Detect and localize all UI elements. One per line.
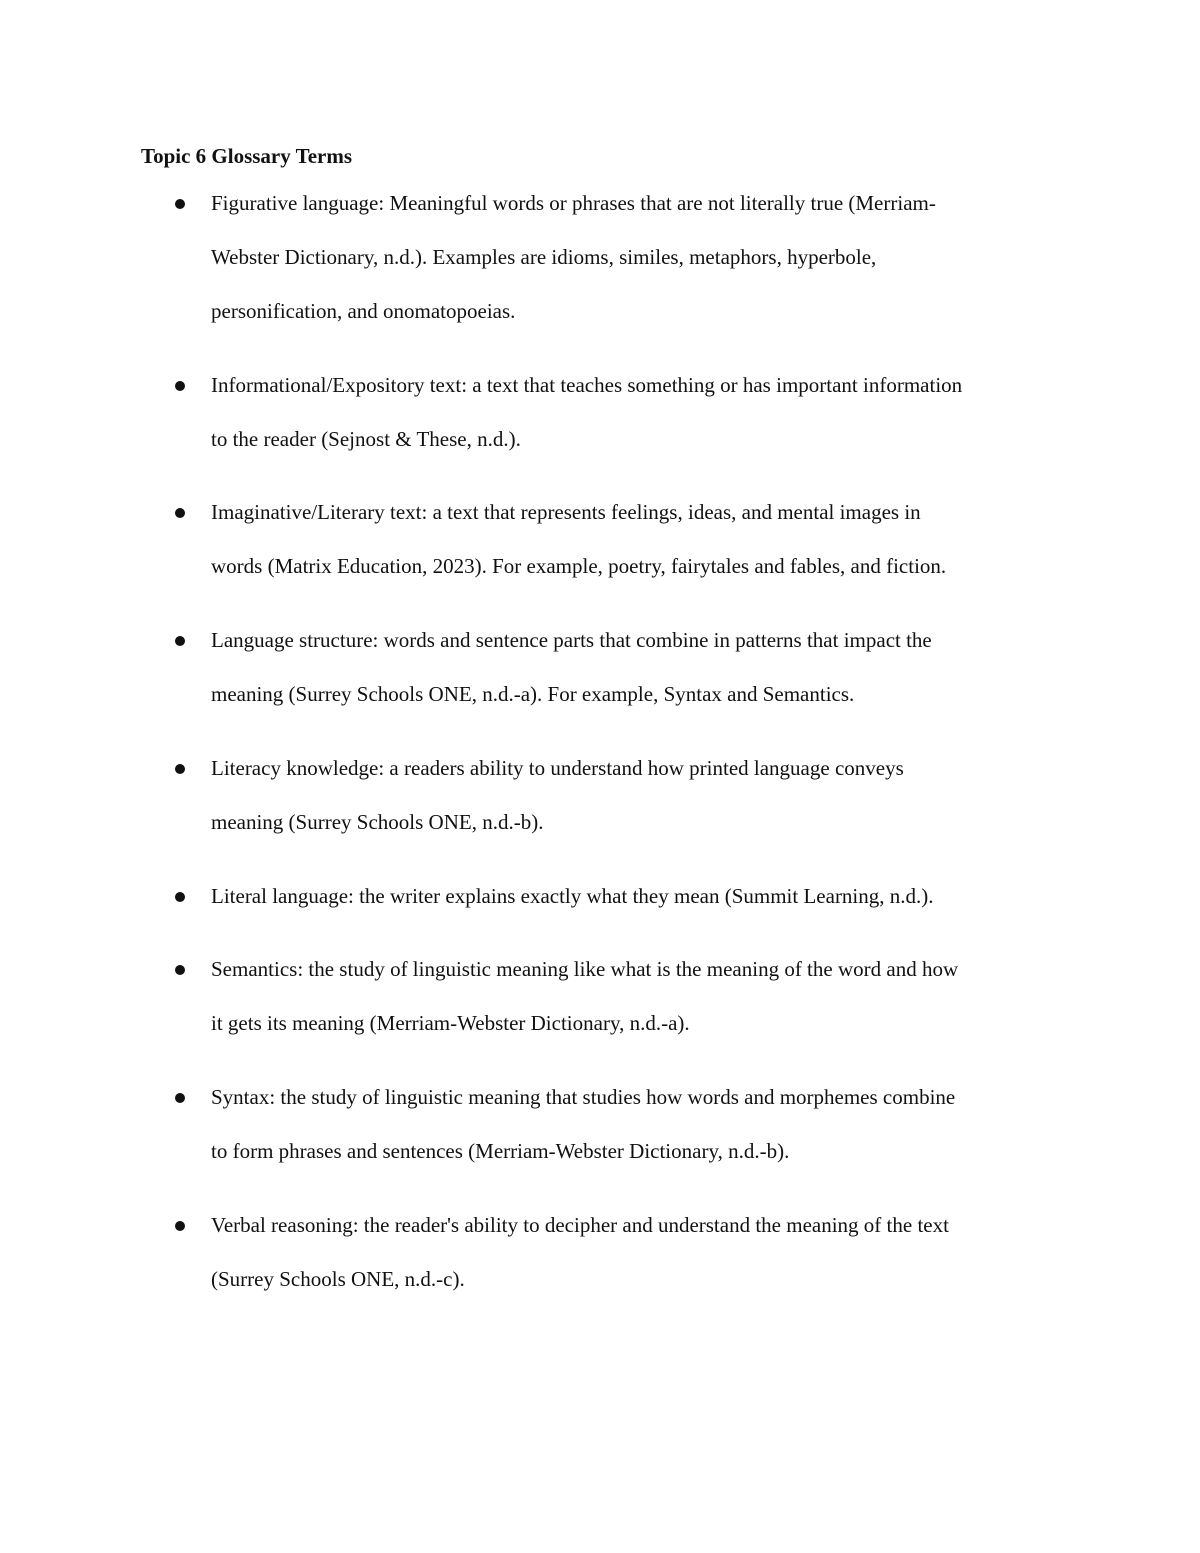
glossary-entry-text: Verbal reasoning: the reader's ability to decipher and understand the meaning of the text (Surrey Schools ONE, n.d.-c). [211, 1213, 949, 1291]
bullet-icon [175, 199, 185, 209]
glossary-entry-text: Semantics: the study of linguistic meaning like what is the meaning of the word and how it gets its meaning (Merriam-Webster Dictionary, n.d.-a). [211, 957, 959, 1035]
bullet-icon [175, 1221, 185, 1231]
glossary-entry-text: Imaginative/Literary text: a text that represents feelings, ideas, and mental images in words (Matrix Education, 2023). For example, poetry, fairytales and fables, and fiction. [211, 500, 947, 578]
bullet-icon [175, 1093, 185, 1103]
bullet-icon [175, 636, 185, 646]
page-title: Topic 6 Glossary Terms [141, 144, 353, 168]
glossary-entry-text: Literacy knowledge: a readers ability to understand how printed language conveys meaning (Surrey Schools ONE, n.d.-b). [211, 756, 904, 834]
glossary-entry-text: Language structure: words and sentence parts that combine in patterns that impact the meaning (Surrey Schools ONE, n.d.-a). For example, Syntax and Semantics. [211, 628, 932, 706]
bullet-icon [175, 508, 185, 518]
bullet-icon [175, 764, 185, 774]
bullet-icon [175, 965, 185, 975]
glossary-entry-text: Literal language: the writer explains exactly what they mean (Summit Learning, n.d.). [211, 884, 934, 908]
glossary-entry-text: Syntax: the study of linguistic meaning that studies how words and morphemes combine to form phrases and sentences (Merriam-Webster Dictionary, n.d.-b). [211, 1085, 956, 1163]
glossary-entry-text: Informational/Expository text: a text that teaches something or has important information to the reader (Sejnost & These, n.d.). [211, 373, 963, 451]
bullet-icon [175, 381, 185, 391]
bullet-icon [175, 892, 185, 902]
glossary-entry-text: Figurative language: Meaningful words or phrases that are not literally true (Merriam- Webster Dictionary, n.d.). Examples are idioms, similes, metaphors, hyperbole, personification, and onomatopoeias. [211, 191, 936, 323]
